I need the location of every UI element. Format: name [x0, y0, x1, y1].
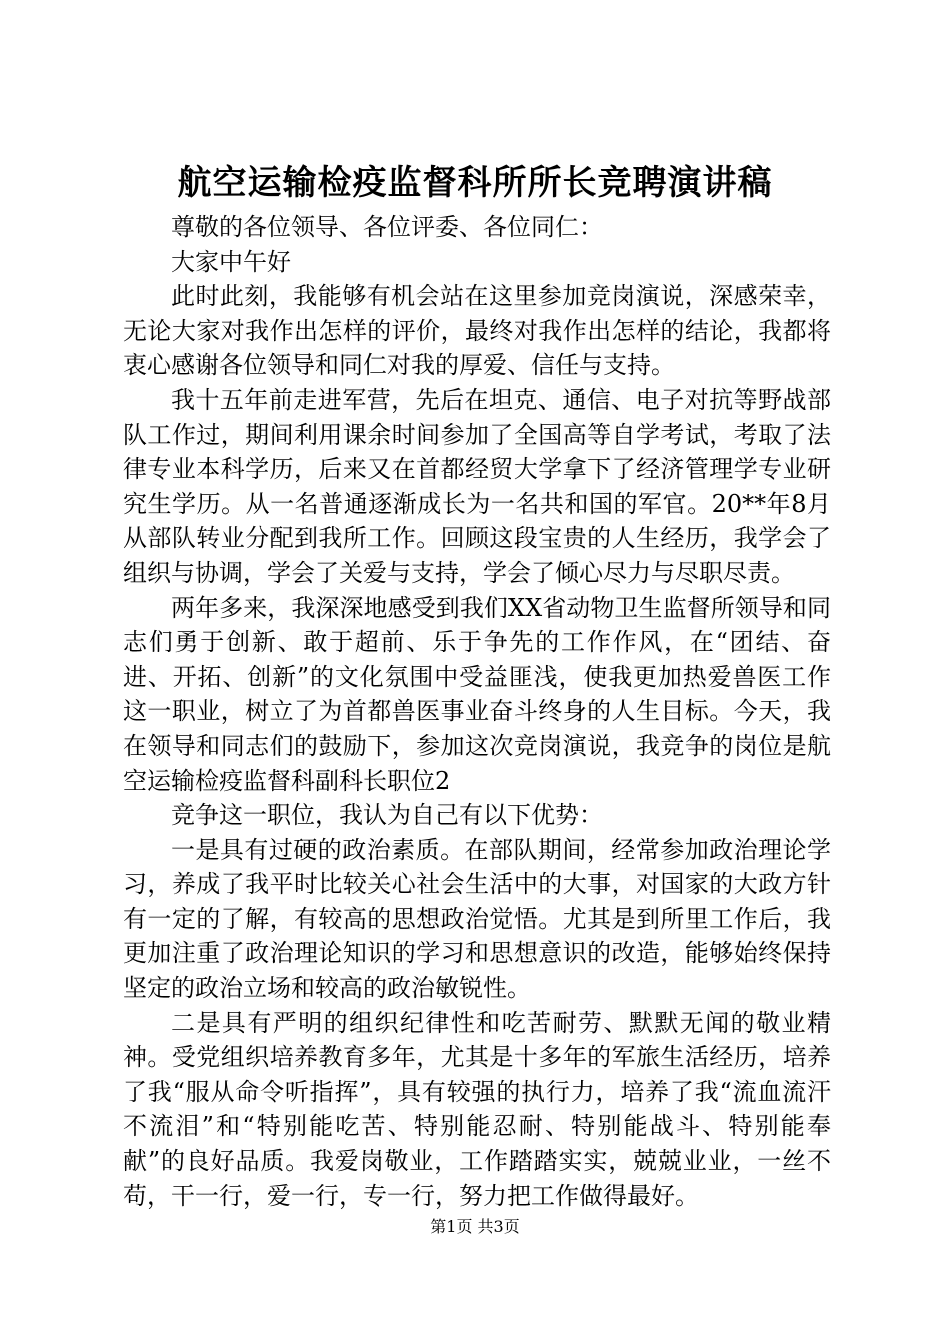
paragraph-advantage-two: 二是具有严明的组织纪律性和吃苦耐劳、默默无闻的敬业精神。受党组织培养教育多年，尤其是十多年的军旅生活经历，培养了我“服从命令听指挥”，具有较强的执行力，培养了我“流血流汗不流泪”和“特别能吃苦、特别能忍耐、特别能战斗、特别能奉献”的良好品质。我爱岗敬业，工作踏踏实实，兢兢业业，一丝不苟，干一行，爱一行，专一行，努力把工作做得最好。 — [123, 1008, 831, 1210]
paragraph-advantages-lead: 竞争这一职位，我认为自己有以下优势： — [171, 801, 603, 830]
document-title: 航空运输检疫监督科所所长竞聘演讲稿 — [177, 163, 773, 203]
paragraph-greeting: 大家中午好 — [171, 247, 291, 276]
paragraph-background: 我十五年前走进军营，先后在坦克、通信、电子对抗等野战部队工作过，期间利用课余时间参加了全国高等自学考试，考取了法律专业本科学历，后来又在首都经贸大学拿下了经济管理学专业研究生学历。从一名普通逐渐成长为一名共和国的军官。20**年8月从部队转业分配到我所工作。回顾这段宝贵的人生经历，我学会了组织与协调，学会了关爱与支持，学会了倾心尽力与尽职尽责。 — [123, 385, 831, 587]
page-footer: 第1页 共3页 — [430, 1217, 520, 1236]
paragraph-experience: 两年多来，我深深地感受到我们XX省动物卫生监督所领导和同志们勇于创新、敢于超前、乐于争先的工作作风，在“团结、奋进、开拓、创新”的文化氛围中受益匪浅，使我更加热爱兽医工作这一职业，树立了为首都兽医事业奋斗终身的人生目标。今天，我在领导和同志们的鼓励下，参加这次竞岗演说，我竞争的岗位是航空运输检疫监督科副科长职位2 — [123, 593, 831, 795]
paragraph-advantage-one: 一是具有过硬的政治素质。在部队期间，经常参加政治理论学习，养成了我平时比较关心社会生活中的大事，对国家的大政方针有一定的了解，有较高的思想政治觉悟。尤其是到所里工作后，我更加注重了政治理论知识的学习和思想意识的改造，能够始终保持坚定的政治立场和较高的政治敏锐性。 — [123, 835, 831, 1003]
paragraph-salutation: 尊敬的各位领导、各位评委、各位同仁： — [171, 213, 603, 241]
document-body — [123, 210, 831, 1213]
paragraph-intro: 此时此刻，我能够有机会站在这里参加竞岗演说，深感荣幸，无论大家对我作出怎样的评价，最终对我作出怎样的结论，我都将衷心感谢各位领导和同仁对我的厚爱、信任与支持。 — [123, 282, 831, 380]
